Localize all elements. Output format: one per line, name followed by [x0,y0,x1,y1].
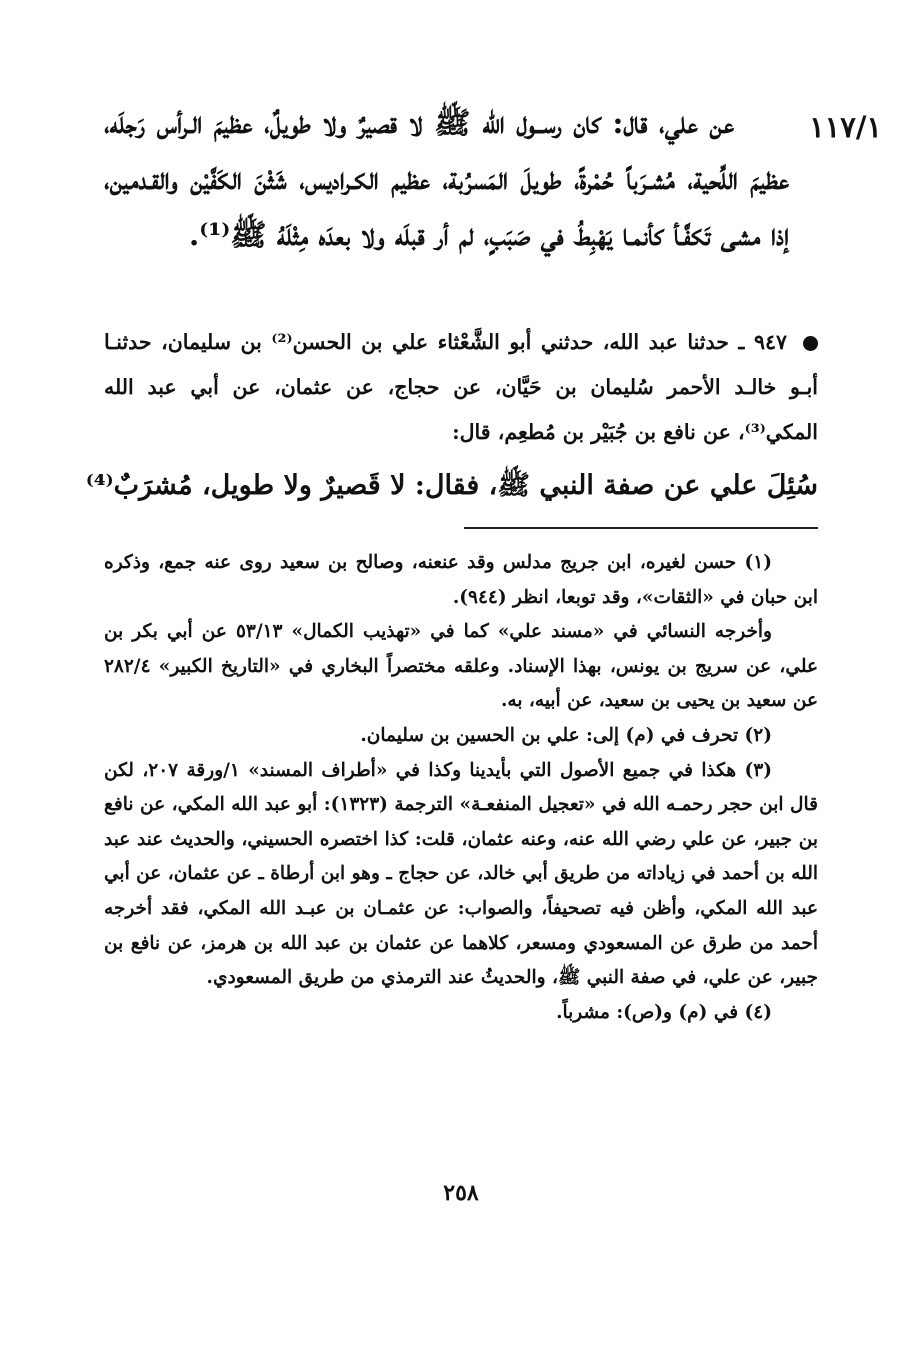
hadith-text: ٩٤٧ ـ حدثنا عبد الله، حدثني أبو الشَّعْثاء علي بن الحسن⁽²⁾ بن سليمان، حدثنـا أبـو خالـد الأحمر سُليمان بن حَيَّان، عن حجاج، عن عثمان، عن أبي عبد الله المكي⁽³⁾، عن نافع بن جُبَيْر بن مُطعِم، قال: [104,330,818,444]
hadith-reference-number: ١١٧/١ [809,110,882,144]
footnote-2: (٢) تحرف في (م) إلى: علي بن الحسين بن سليمان. [360,724,772,746]
bullet-icon [803,336,818,351]
hadith-matn-line: سُئِلَ علي عن صفة النبي ﷺ، فقال: لا قَصيرٌ ولا طويل، مُشرَبٌ⁽⁴⁾ [85,470,818,501]
main-paragraph: عن علي، قال: كان رســول الله ﷺ لا قصيرٌ ولا طويلٌ، عظيمَ الـرأس رَجلَه، عظيمَ اللِّحية، مُشـرَباً حُمْرةً، طويلَ المَسرُبة، عظيم الكـراديس، شَثْنَ الكَفَّيْن والقـدمين، إذا مشى تَكفَّـأ كأنمـا يَهْبِطُ في صَبَبٍ، لم أر قبلَه ولا بعدَه مِثْلَهُ ﷺ⁽¹⁾. [104,106,789,253]
hadith-chain [104,320,818,455]
main-hadith-text [104,96,789,264]
footnote-4: (٤) في (م) و(ص): مشرباً. [556,1001,772,1023]
page-number: ٢٥٨ [443,1180,479,1206]
footnote-divider [464,527,818,529]
footnotes [104,546,818,1030]
footnote-1-continued: وأخرجه النسائي في «مسند علي» كما في «تهذيب الكمال» ٥٣/١٣ عن أبي بكر بن علي، عن سريج بن يونس، بهذا الإسناد. وعلقه مختصراً البخاري في «التاريخ الكبير» ٢٨٢/٤ عن سعيد بن يحيى بن سعيد، عن أبيه، به. [104,621,818,712]
footnote-1: (١) حسن لغيره، ابن جريج مدلس وقد عنعنه، وصالح بن سعيد روى عنه جمع، وذكره ابن حبان في «الثقات»، وقد توبعا، انظر (٩٤٤). [104,552,818,608]
hadith-paragraph [104,320,818,455]
footnote-3: (٣) هكذا في جميع الأصول التي بأيدينا وكذا في «أطراف المسند» ١/ورقة ٢٠٧، لكن قال ابن حجر رحمـه الله في «تعجيل المنفعـة» الترجمة (١٣٢٣): أبو عبد الله المكي، عن نافع بن جبير، عن علي رضي الله عنه، وعنه عثمان، قلت: كذا اختصره الحسيني، والحديث عند عبد الله بن أحمد في زياداته من طريق أبي خالد، عن حجاج ـ وهو ابن أرطاة ـ عن عثمان، عن أبي عبد الله المكي، وأظن فيه تصحيفاً، والصواب: عن عثمـان بن عبـد الله المكي، فقد أخرجه أحمد من طرق عن المسعودي ومسعر، كلاهما عن عثمان بن عبد الله بن هرمز، عن نافع بن جبير، عن علي، في صفة النبي ﷺ، والحديثُ عند الترمذي من طريق المسعودي. [104,759,818,989]
